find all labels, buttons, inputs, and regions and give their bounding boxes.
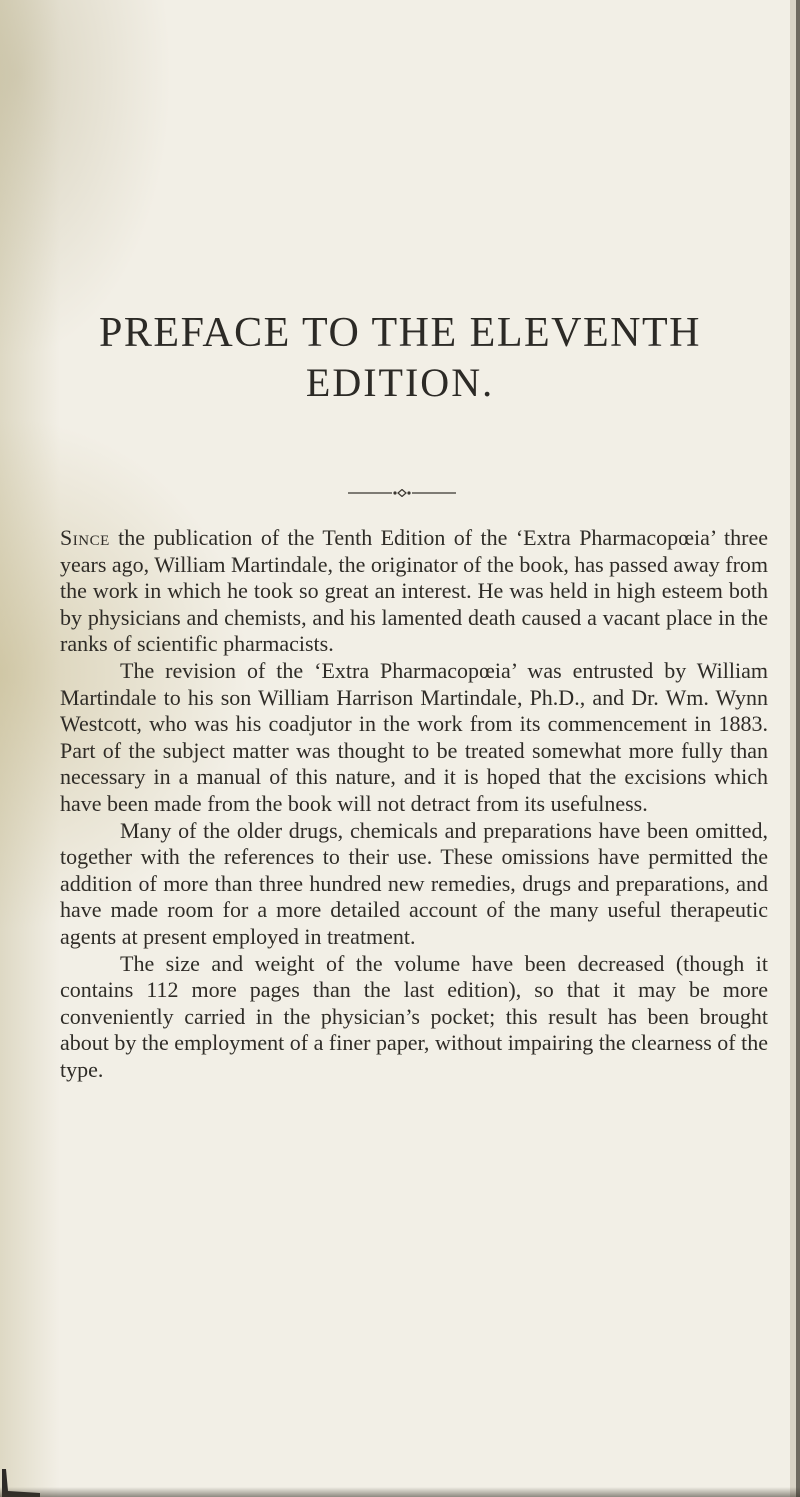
paragraph-4: The size and weight of the volume have been decreased (though it contains 112 more pages than the last edition), so that it may be more conveniently carried in the physician’s pocket; this result has been brought about by the employment of a finer paper, without impairing the clearness of the type. [60,950,768,1082]
title-line-2: EDITION. [305,360,495,405]
paragraph-1-text: the publication of the Tenth Edition of the ‘Extra Pharmacopœia’ three years ago, William Martindale, the originator of the book, has passed away from the work in which he took so great an interest. He was held in high esteem both by physicians and chemists, and his lamented death caused a vacant place in the ranks of scientific pharmacists. [60,525,769,657]
drop-word: Since [60,525,110,550]
preface-body [60,525,768,1083]
page-border [796,0,800,1497]
paragraph-3: Many of the older drugs, chemicals and preparations have been omitted, together with the references to their use. These omissions have permitted the addition of more than three hundred new remedies, drugs and preparations, and have made room for a more detailed account of the many useful therapeutic agents at present employed in treatment. [60,817,768,949]
rule-with-diamond-icon [348,489,456,497]
title-line-1: PREFACE TO THE ELEVENTH [99,310,701,356]
paragraph-2: The revision of the ‘Extra Pharmacopœia’ was entrusted by William Martindale to his son William Harrison Martindale, Ph.D., and Dr. Wm. Wynn Westcott, who was his coadjutor in the work from its commencement in 1883. Part of the subject matter was thought to be treated somewhat more fully than necessary in a manual of this nature, and it is hoped that the excisions which have been made from the book will not detract from its usefulness. [60,657,768,816]
page-bottom-shadow [0,1487,800,1497]
paragraph-1 [60,525,768,658]
preface-title [0,308,800,408]
